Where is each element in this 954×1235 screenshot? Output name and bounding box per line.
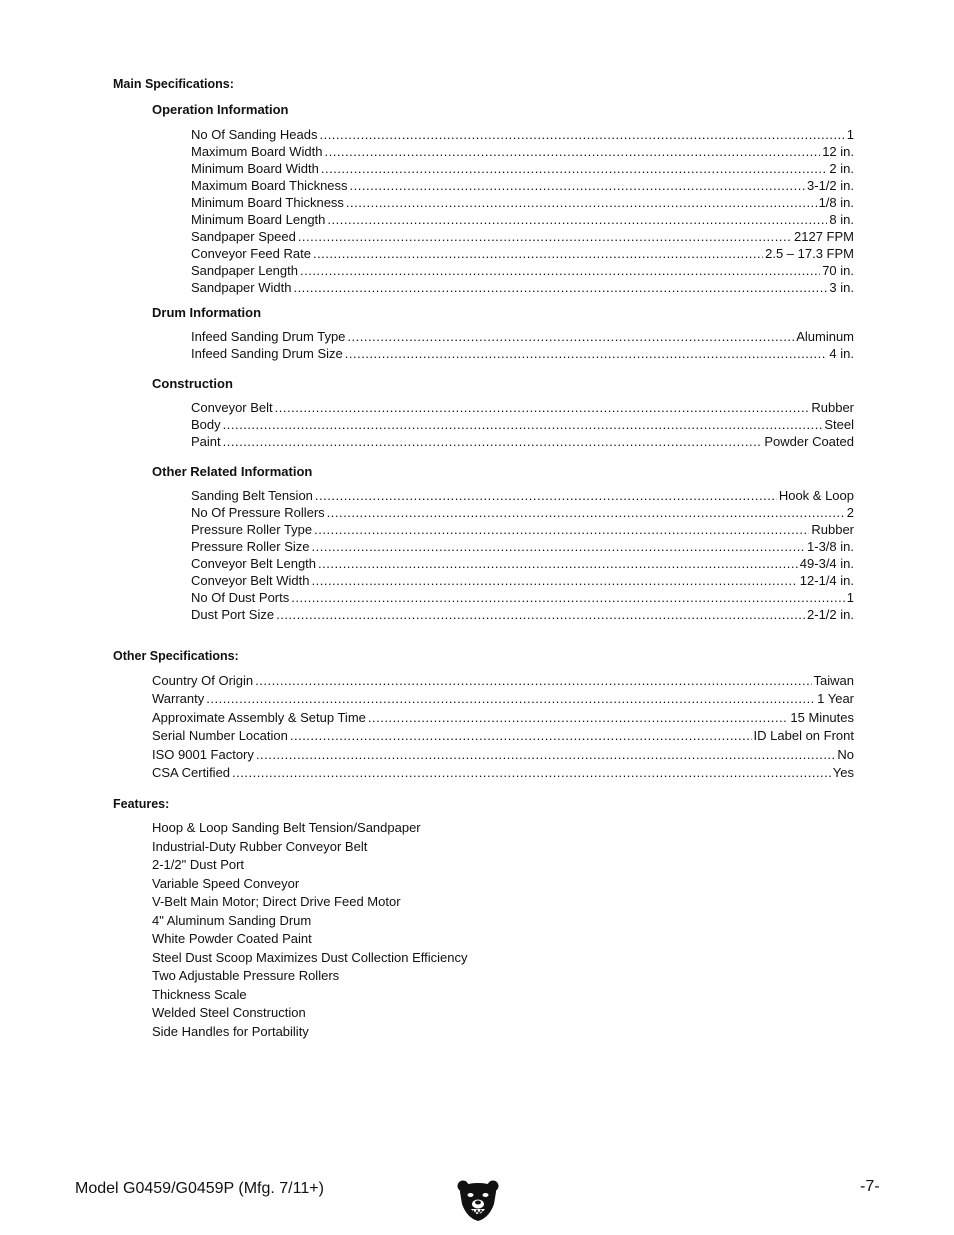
dot-leader (293, 279, 827, 296)
other-related-information-heading: Other Related Information (152, 464, 313, 479)
spec-row (191, 504, 854, 521)
dot-leader (223, 433, 763, 450)
spec-value: 12-1/4 in. (799, 573, 854, 588)
dot-leader (347, 328, 794, 345)
feature-item: Steel Dust Scoop Maximizes Dust Collection Efficiency (152, 949, 468, 965)
dot-leader (290, 727, 752, 745)
spec-label: Sandpaper Speed (191, 229, 296, 244)
spec-row (191, 328, 854, 345)
spec-value: 1 Year (817, 691, 854, 707)
dot-leader (368, 709, 789, 727)
footer-model-text: Model G0459/G0459P (Mfg. 7/11+) (75, 1180, 324, 1197)
dot-leader (276, 606, 805, 623)
spec-value: Hook & Loop (778, 488, 854, 503)
spec-value: 2.5 – 17.3 FPM (765, 246, 854, 261)
spec-row (191, 279, 854, 296)
spec-row (191, 211, 854, 228)
spec-value: 1/8 in. (818, 195, 854, 210)
spec-row (191, 572, 854, 589)
dot-leader (314, 521, 809, 538)
spec-row (191, 606, 854, 623)
main-specifications-heading: Main Specifications: (113, 77, 234, 91)
feature-item: Welded Steel Construction (152, 1005, 306, 1020)
dot-leader (300, 262, 820, 279)
spec-row (152, 672, 854, 690)
dot-leader (298, 228, 792, 245)
drum-information-heading: Drum Information (152, 305, 262, 320)
feature-item: 4" Aluminum Sanding Drum (152, 912, 312, 928)
spec-label: Serial Number Location (152, 728, 288, 744)
operation-information-heading: Operation Information (152, 102, 289, 117)
spec-row (191, 487, 854, 504)
spec-value: 70 in. (822, 263, 854, 278)
spec-value: 12 in. (822, 144, 854, 159)
spec-label: CSA Certified (152, 764, 231, 780)
spec-value: 1 (846, 127, 854, 142)
page-number: -7- (860, 1178, 880, 1195)
dot-leader (206, 690, 815, 708)
spec-label: Country Of Origin (152, 673, 254, 688)
spec-value: 15 Minutes (790, 709, 854, 725)
spec-value: 2-1/2 in. (807, 607, 854, 622)
spec-label: Conveyor Feed Rate (191, 246, 311, 261)
spec-value: Rubber (811, 522, 854, 537)
construction-heading: Construction (152, 376, 233, 391)
dot-leader (256, 746, 835, 764)
dot-leader (223, 416, 823, 433)
spec-value: Aluminum (796, 329, 854, 344)
spec-value: 2 (846, 505, 854, 520)
spec-label: Minimum Board Length (191, 212, 326, 227)
bear-head-logo-icon (456, 1178, 500, 1222)
other-specifications-heading: Other Specifications: (113, 649, 239, 663)
dot-leader (350, 177, 805, 194)
spec-row (191, 589, 854, 606)
dot-leader (275, 399, 810, 416)
other-specifications-list (152, 672, 854, 782)
spec-label: Infeed Sanding Drum Size (191, 346, 343, 361)
feature-item: White Powder Coated Paint (152, 931, 312, 946)
spec-row (152, 746, 854, 764)
spec-label: Conveyor Belt Length (191, 556, 317, 571)
drum-information-list (191, 328, 854, 362)
dot-leader (315, 487, 777, 504)
spec-row (191, 143, 854, 160)
spec-value: Rubber (811, 400, 854, 415)
spec-row (191, 177, 854, 194)
spec-row (152, 727, 854, 745)
spec-label: Dust Port Size (191, 607, 275, 622)
dot-leader (324, 143, 820, 160)
feature-item: Hoop & Loop Sanding Belt Tension/Sandpaper (152, 820, 421, 835)
spec-row (191, 416, 854, 433)
spec-label: No Of Sanding Heads (191, 127, 318, 142)
spec-value: 49-3/4 in. (799, 556, 854, 571)
spec-value: 2127 FPM (794, 229, 854, 244)
spec-row (191, 521, 854, 538)
dot-leader (327, 504, 845, 521)
features-list (152, 819, 468, 1041)
feature-item: Side Handles for Portability (152, 1023, 309, 1039)
spec-value: 4 in. (829, 346, 854, 361)
spec-label: Sandpaper Length (191, 263, 298, 278)
spec-row (152, 709, 854, 727)
spec-label: Sandpaper Width (191, 280, 292, 295)
spec-value: 1-3/8 in. (807, 539, 854, 554)
dot-leader (346, 194, 817, 211)
spec-label: No Of Dust Ports (191, 590, 290, 605)
spec-value: 3 in. (829, 280, 854, 295)
feature-item: Variable Speed Conveyor (152, 875, 300, 891)
dot-leader (232, 764, 831, 782)
spec-value: Yes (832, 764, 854, 780)
spec-value: 2 in. (829, 161, 854, 176)
spec-value: ID Label on Front (753, 728, 854, 744)
feature-item: 2-1/2" Dust Port (152, 857, 245, 872)
spec-label: ISO 9001 Factory (152, 746, 254, 762)
spec-row (152, 764, 854, 782)
spec-label: Approximate Assembly & Setup Time (152, 709, 366, 725)
dot-leader (255, 672, 811, 690)
spec-label: Pressure Roller Type (191, 522, 313, 537)
spec-row (191, 126, 854, 143)
spec-row (152, 690, 854, 708)
feature-item: Thickness Scale (152, 986, 247, 1002)
dot-leader (291, 589, 845, 606)
dot-leader (321, 160, 828, 177)
spec-row (191, 538, 854, 555)
dot-leader (319, 126, 844, 143)
feature-item: Two Adjustable Pressure Rollers (152, 968, 340, 983)
spec-row (191, 555, 854, 572)
spec-label: Paint (191, 434, 221, 449)
spec-row (191, 262, 854, 279)
spec-label: Maximum Board Thickness (191, 178, 348, 193)
spec-label: Conveyor Belt (191, 400, 273, 415)
dot-leader (313, 245, 763, 262)
spec-value: 8 in. (829, 212, 854, 227)
spec-value: 3-1/2 in. (807, 178, 854, 193)
spec-row (191, 399, 854, 416)
spec-label: Body (191, 417, 221, 432)
feature-item: Industrial-Duty Rubber Conveyor Belt (152, 838, 368, 854)
spec-value: No (837, 746, 854, 762)
features-heading: Features: (113, 797, 170, 811)
dot-leader (327, 211, 827, 228)
spec-row (191, 345, 854, 362)
construction-list (191, 399, 854, 450)
spec-value: 1 (846, 590, 854, 605)
spec-row (191, 194, 854, 211)
spec-value: Powder Coated (764, 434, 854, 449)
spec-label: Infeed Sanding Drum Type (191, 329, 346, 344)
spec-row (191, 160, 854, 177)
spec-label: Pressure Roller Size (191, 539, 310, 554)
other-related-information-list (191, 487, 854, 623)
dot-leader (345, 345, 828, 362)
spec-label: No Of Pressure Rollers (191, 505, 325, 520)
spec-row (191, 228, 854, 245)
spec-label: Conveyor Belt Width (191, 573, 310, 588)
dot-leader (312, 538, 806, 555)
spec-label: Maximum Board Width (191, 144, 323, 159)
dot-leader (318, 555, 798, 572)
spec-row (191, 245, 854, 262)
spec-row (191, 433, 854, 450)
spec-label: Warranty (152, 691, 205, 707)
feature-item: V-Belt Main Motor; Direct Drive Feed Motor (152, 894, 401, 909)
spec-value: Steel (824, 417, 854, 432)
dot-leader (312, 572, 798, 589)
spec-label: Minimum Board Thickness (191, 195, 344, 210)
spec-label: Sanding Belt Tension (191, 488, 313, 503)
operation-information-list (191, 126, 854, 296)
spec-value: Taiwan (813, 673, 854, 688)
spec-label: Minimum Board Width (191, 161, 319, 176)
